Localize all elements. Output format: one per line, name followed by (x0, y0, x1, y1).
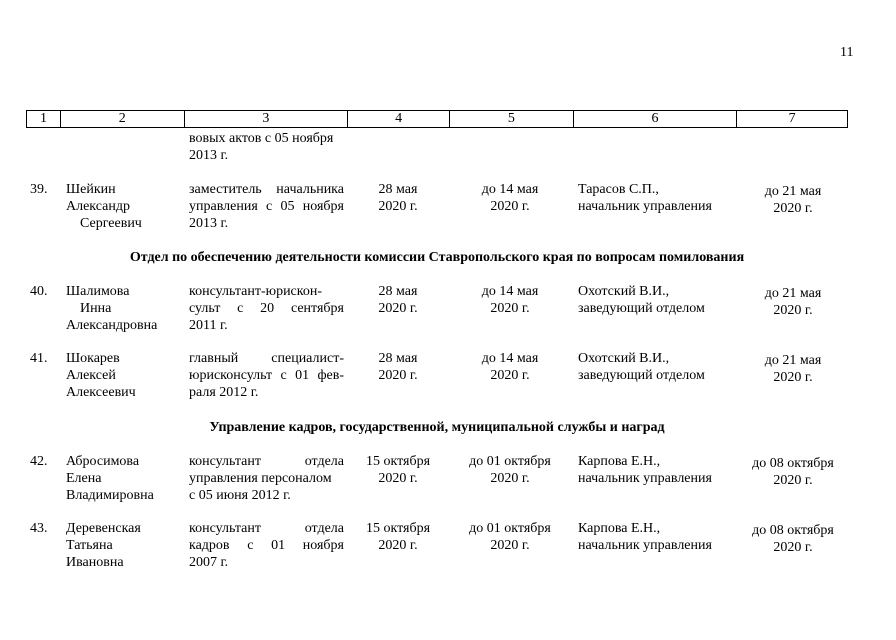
responsible-person: Охотский В.И., заведующий отделом (578, 351, 705, 383)
row-number: 43. (30, 521, 48, 536)
row-number: 39. (30, 182, 48, 197)
row-number: 42. (30, 454, 48, 469)
date-col4: 28 мая 2020 г. (378, 284, 418, 316)
person-name: Абросимова Елена Владимировна (66, 454, 154, 503)
responsible-person: Тарасов С.П., начальник управления (578, 182, 712, 214)
header-cell: 5 (450, 111, 574, 127)
date-col7: до 08 октября 2020 г. (752, 523, 834, 555)
position-text: консультант отдела управления персоналом с 05 июня 2012 г. (189, 454, 344, 503)
row-number: 41. (30, 351, 48, 366)
header-cell: 6 (574, 111, 738, 127)
date-col5: до 01 октября 2020 г. (469, 521, 551, 553)
date-col7: до 21 мая 2020 г. (764, 353, 822, 385)
date-col5: до 14 мая 2020 г. (481, 284, 539, 316)
position-text: заместитель начальника управления с 05 ноября 2013 г. (189, 182, 344, 231)
date-col7: до 21 мая 2020 г. (764, 184, 822, 216)
table-header (26, 110, 848, 128)
header-cell: 1 (27, 111, 61, 127)
section-heading: Управление кадров, государственной, муниципальной службы и наград (209, 420, 665, 435)
continuation-text: вовых актов с 05 ноября 2013 г. (189, 131, 334, 163)
date-col5: до 14 мая 2020 г. (481, 182, 539, 214)
responsible-person: Карпова Е.Н., начальник управления (578, 454, 712, 486)
header-cell: 3 (185, 111, 349, 127)
person-name: Деревенская Татьяна Ивановна (66, 521, 141, 570)
person-name: Шейкин Александр Сергеевич (66, 182, 142, 231)
person-name: Шокарев Алексей Алексеевич (66, 351, 136, 400)
date-col7: до 21 мая 2020 г. (764, 286, 822, 318)
date-col5: до 14 мая 2020 г. (481, 351, 539, 383)
date-col5: до 01 октября 2020 г. (469, 454, 551, 486)
section-heading: Отдел по обеспечению деятельности комиссии Ставропольского края по вопросам помилования (129, 250, 745, 265)
date-col7: до 08 октября 2020 г. (752, 456, 834, 488)
responsible-person: Карпова Е.Н., начальник управления (578, 521, 712, 553)
responsible-person: Охотский В.И., заведующий отделом (578, 284, 705, 316)
date-col4: 28 мая 2020 г. (378, 182, 418, 214)
date-col4: 15 октября 2020 г. (365, 454, 431, 486)
person-name: Шалимова Инна Александровна (66, 284, 158, 333)
page-number: 11 (840, 45, 854, 60)
header-cell: 7 (788, 111, 796, 126)
position-text: главный специалист- юрисконсульт с 01 фев- раля 2012 г. (189, 351, 344, 400)
date-col4: 15 октября 2020 г. (365, 521, 431, 553)
position-text: консультант-юрискон- сульт с 20 сентября 2011 г. (189, 284, 344, 333)
date-col4: 28 мая 2020 г. (378, 351, 418, 383)
header-cell: 2 (61, 111, 185, 127)
row-number: 40. (30, 284, 48, 299)
position-text: консультант отдела кадров с 01 ноября 2007 г. (189, 521, 344, 570)
header-cell: 4 (348, 111, 450, 127)
